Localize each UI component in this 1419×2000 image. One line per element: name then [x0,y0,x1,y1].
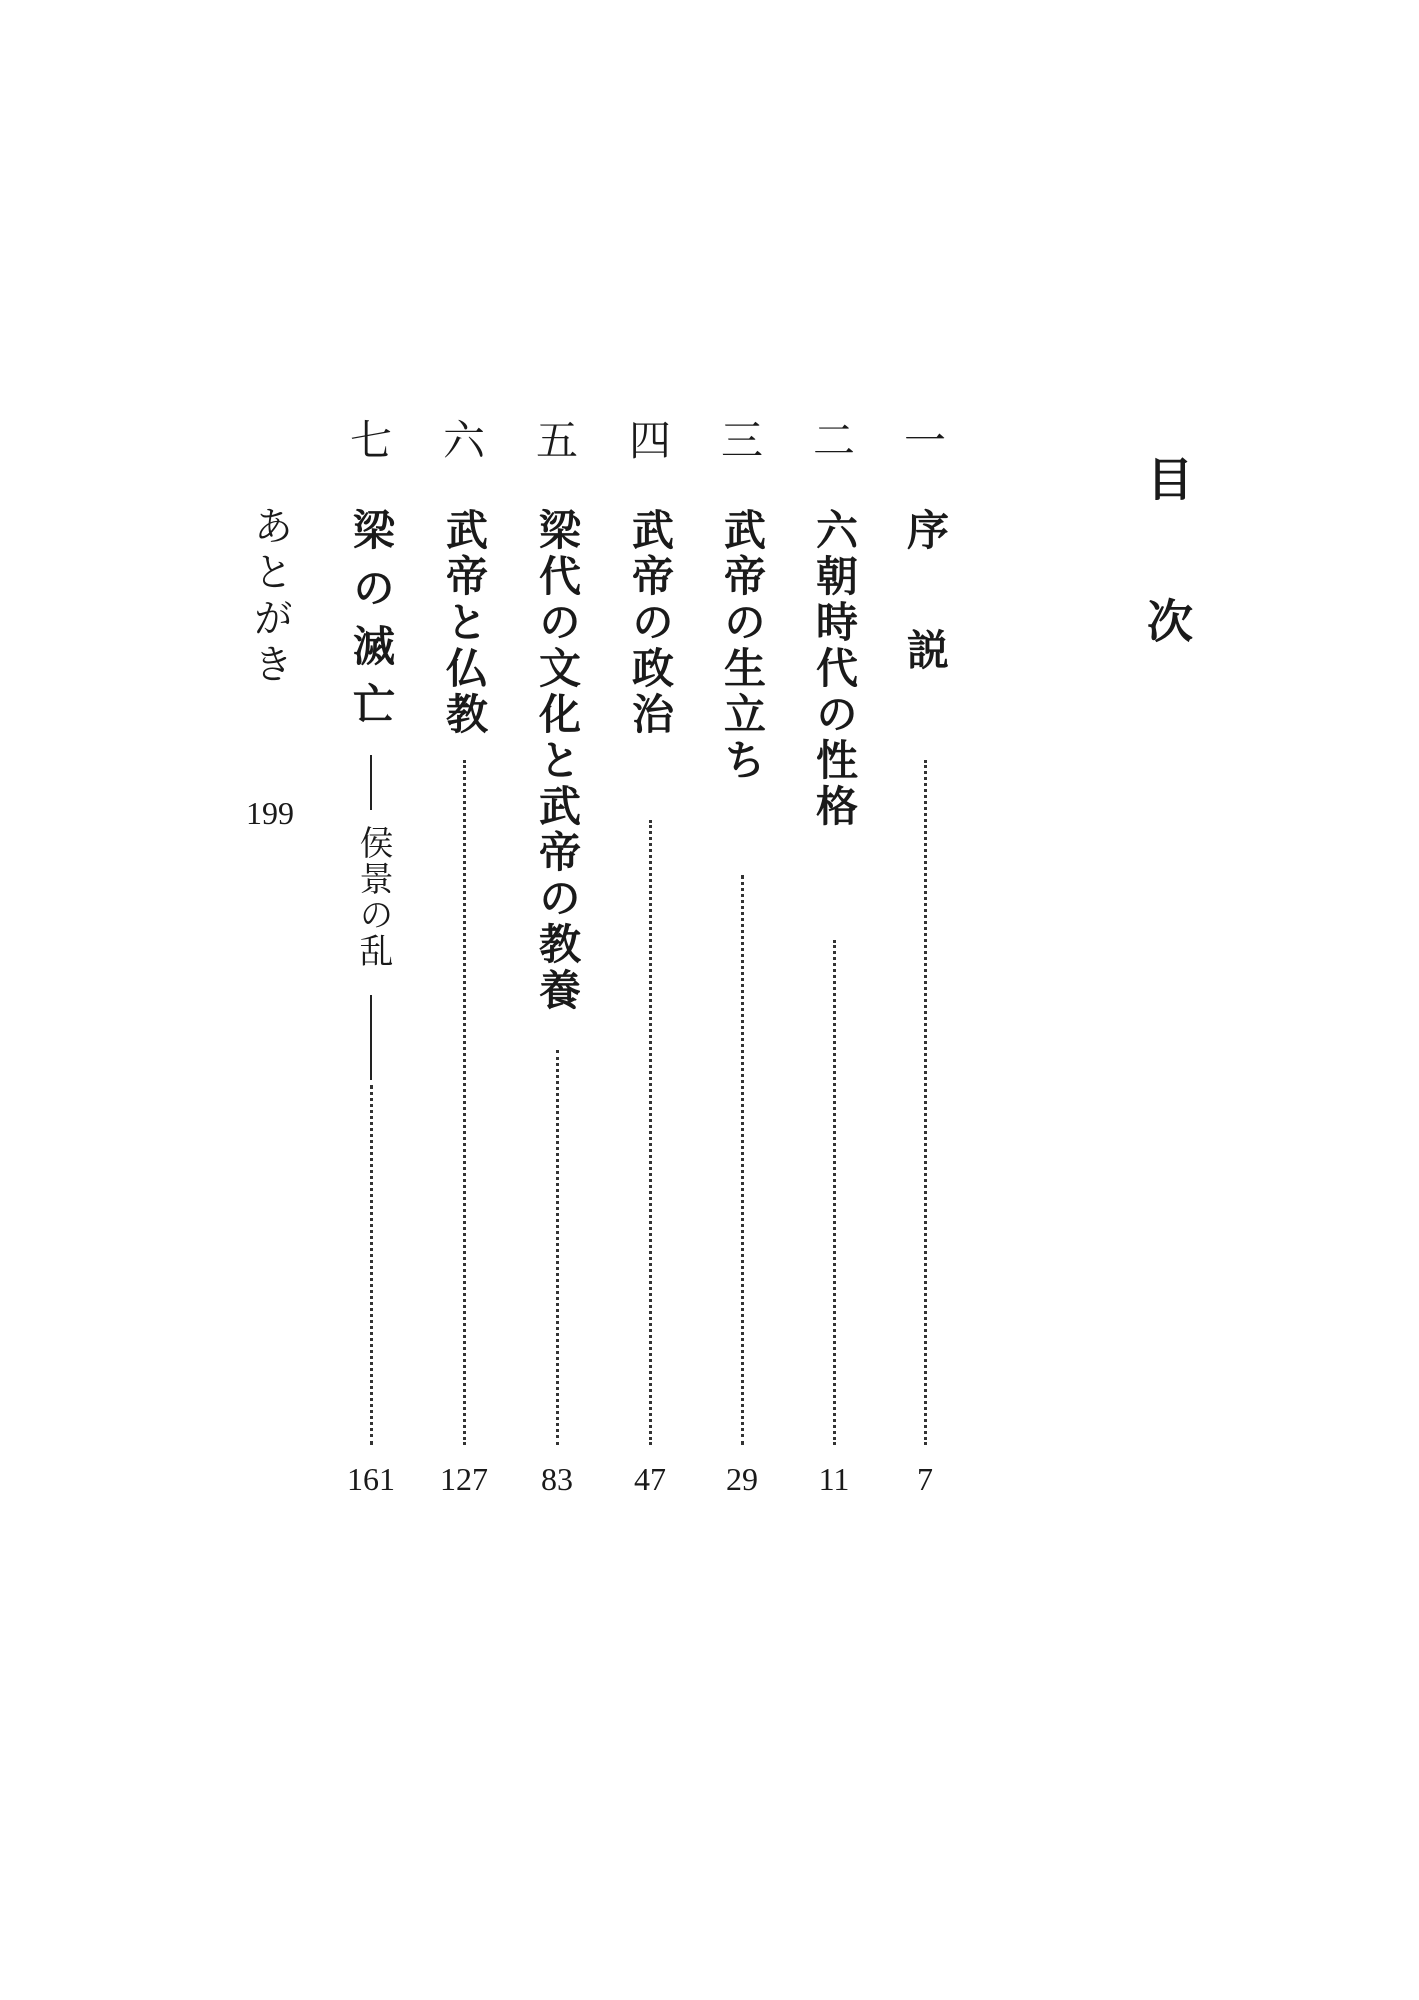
entry-page-number: 7 [917,1461,933,1497]
entry-number: 三 [720,416,763,465]
dash-line [370,755,372,810]
entry-title: 梁の滅亡 [347,508,396,740]
entry-page-number: 127 [440,1461,488,1497]
dot-leader [741,875,744,1445]
entry-title: 武帝と仏教 [440,508,489,738]
entry-number: 四 [628,416,671,465]
entry-number: 七 [349,416,392,465]
toc-entry-5[interactable] [527,416,587,1500]
toc-entry-4[interactable] [620,416,680,1500]
entry-number: 五 [535,416,578,465]
entry-page-number: 47 [634,1461,666,1497]
entry-title: 六朝時代の性格 [810,508,859,830]
dash-line [370,995,372,1080]
entry-title: 武帝の生立ち [718,508,767,784]
dot-leader [833,940,836,1445]
entry-number: 六 [442,416,485,465]
entry-subtitle: 侯景の乱 [353,825,393,969]
entry-title: 梁代の文化と武帝の教養 [533,508,582,1014]
toc-entry-7[interactable] [341,416,401,1500]
toc-entry-1[interactable] [895,416,955,1500]
toc-entry-3[interactable] [712,416,772,1500]
dot-leader [463,760,466,1445]
entry-number: 二 [812,416,855,465]
entry-page-number: 29 [726,1461,758,1497]
dot-leader [924,760,927,1445]
entry-number: 一 [903,416,946,465]
entry-title: 序 説 [901,508,950,688]
toc-afterword[interactable] [240,505,300,831]
dot-leader [649,820,652,1445]
toc-entry-2[interactable] [804,416,864,1500]
dot-leader [370,1085,373,1445]
dot-leader [556,1050,559,1445]
entry-page-number: 11 [818,1461,850,1497]
toc-entry-6[interactable] [434,416,494,1500]
entry-page-number: 161 [347,1461,395,1497]
entry-title: 武帝の政治 [626,508,675,738]
afterword-page-number: 199 [246,795,294,831]
entry-page-number: 83 [541,1461,573,1497]
toc-title: 目 次 [1140,455,1194,684]
afterword-title: あとがき [247,505,293,689]
